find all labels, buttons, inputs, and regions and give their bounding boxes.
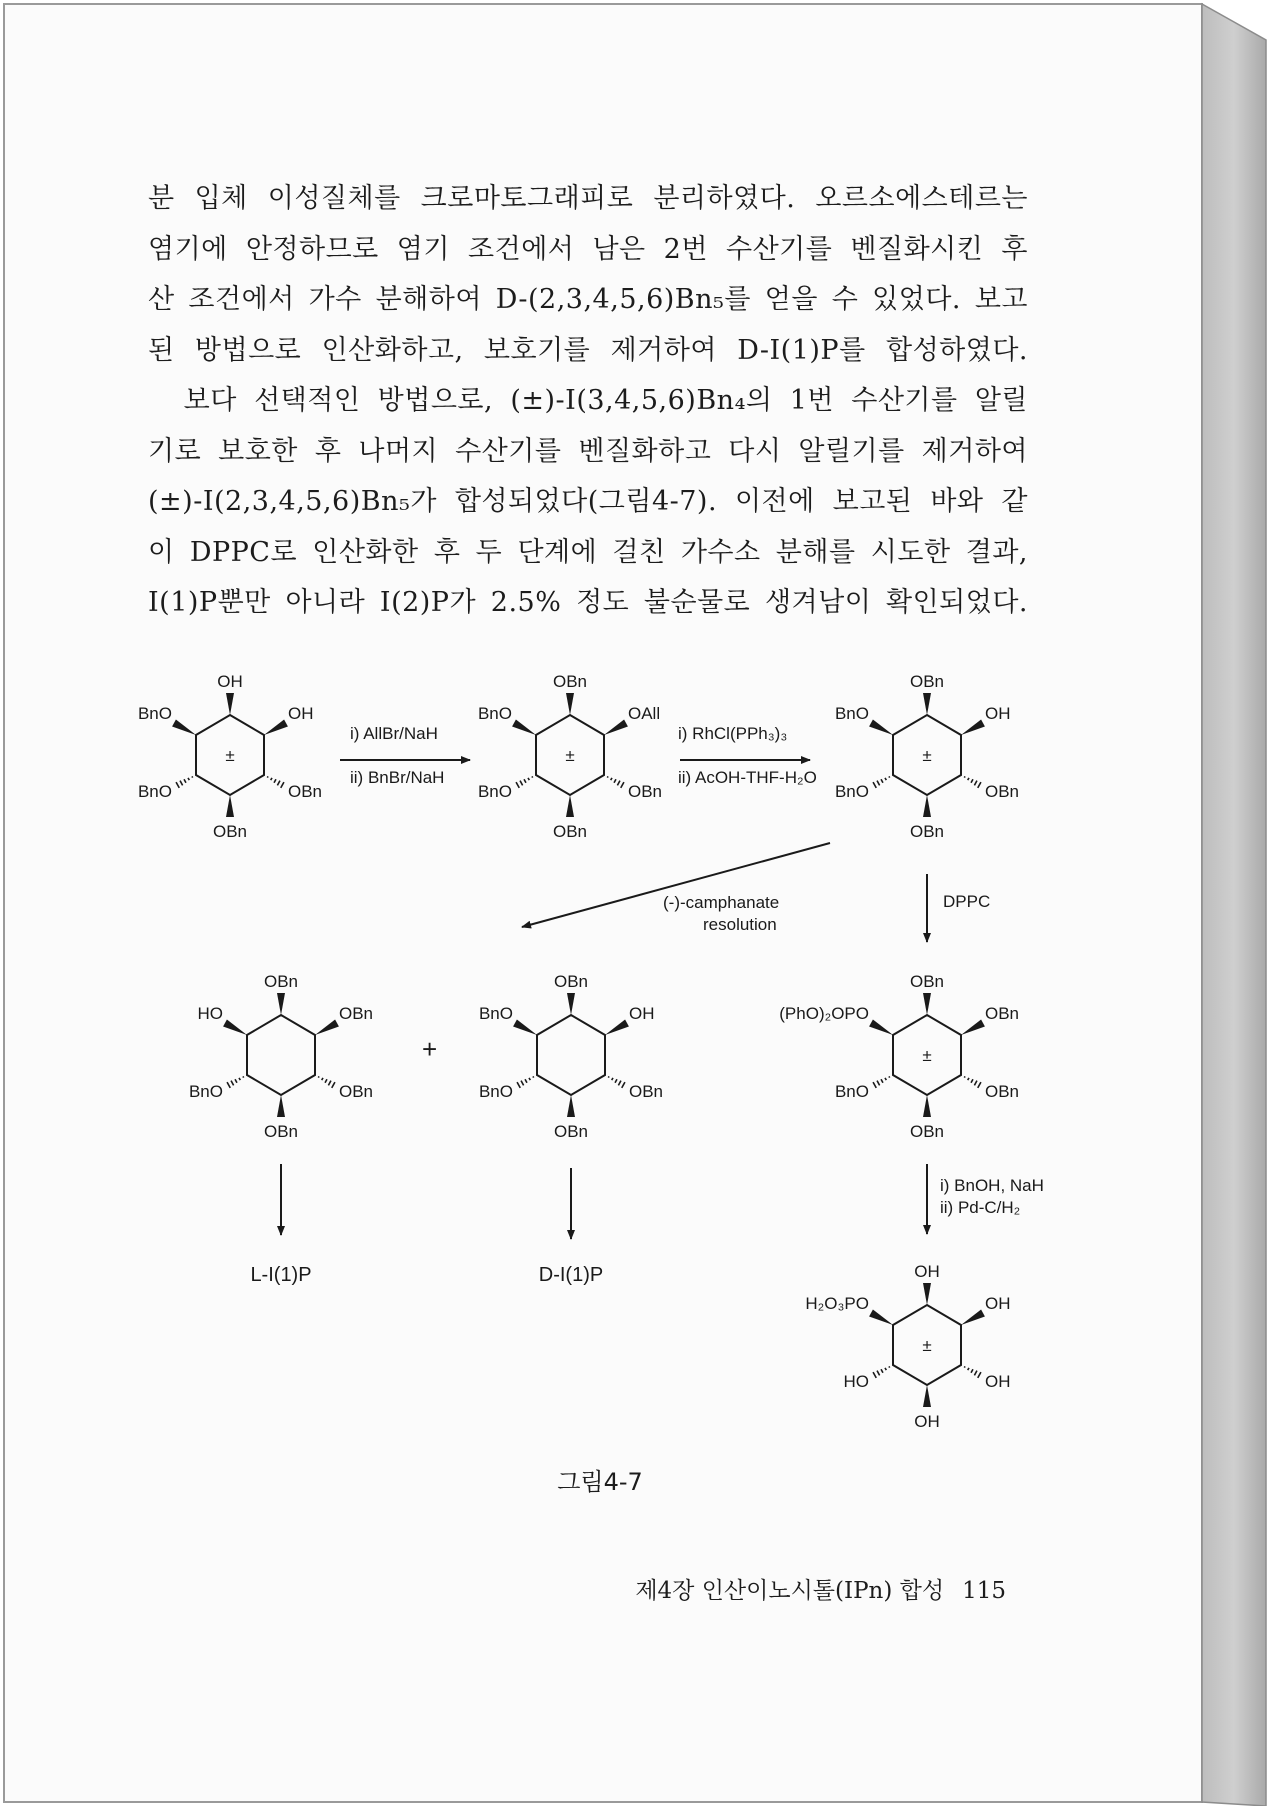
substituent-upper-left: BnO xyxy=(834,704,869,723)
wedge-bond-bottom xyxy=(566,795,574,817)
substituent-bottom: OBn xyxy=(909,1122,945,1141)
substituent-lower-right: OBn xyxy=(339,1082,374,1101)
substituent-lower-left: BnO xyxy=(188,1082,223,1101)
substituent-top: OBn xyxy=(552,672,588,691)
racemic-mark: ± xyxy=(922,746,932,765)
inositol-molecule xyxy=(479,972,663,1141)
body-line: 염기에 안정하므로 염기 조건에서 남은 2번 수산기를 벤질화시킨 후 xyxy=(148,233,1028,265)
wedge-bond-upper-left xyxy=(869,1019,893,1035)
substituent-lower-right: OBn xyxy=(288,782,323,801)
substituent-lower-left: BnO xyxy=(478,1082,513,1101)
wedge-bond-bottom xyxy=(226,795,234,817)
substituent-top: OBn xyxy=(553,972,589,991)
plus-sign: + xyxy=(422,1034,438,1064)
wedge-bond-bottom xyxy=(923,1095,931,1117)
substituent-top: OBn xyxy=(909,672,945,691)
figure-caption: 그림4-7 xyxy=(557,1468,643,1496)
body-line: 분 입체 이성질체를 크로마토그래피로 분리하였다. 오르소에스테르는 xyxy=(148,183,1028,214)
hashed-bond-lower-right xyxy=(267,776,284,788)
wedge-bond-upper-left xyxy=(869,719,893,735)
hashed-bond-lower-right xyxy=(607,776,624,788)
wedge-bond-upper-right xyxy=(604,719,628,735)
substituent-upper-left: (PhO)₂OPO xyxy=(779,1004,869,1023)
body-line: 된 방법으로 인산화하고, 보호기를 제거하여 D-I(1)P를 합성하였다. xyxy=(148,334,1028,366)
body-line: 이 DPPC로 인산화한 후 두 단계에 걸친 가수소 분해를 시도한 결과, xyxy=(148,536,1028,568)
product-l-label: L-I(1)P xyxy=(250,1264,312,1286)
body-paragraph xyxy=(148,174,1028,629)
inositol-molecule xyxy=(189,972,373,1141)
page-footer xyxy=(600,1572,1006,1605)
wedge-bond-bottom xyxy=(277,1095,285,1117)
racemic-mark: ± xyxy=(922,1336,932,1355)
substituent-upper-right: OAll xyxy=(628,704,661,723)
substituent-lower-left: BnO xyxy=(137,782,172,801)
wedge-bond-upper-right xyxy=(961,719,985,735)
substituent-upper-left: H₂O₃PO xyxy=(805,1294,869,1313)
substituent-top: OBn xyxy=(263,972,299,991)
substituent-lower-left: HO xyxy=(843,1372,869,1391)
wedge-bond-upper-right xyxy=(315,1019,339,1035)
substituent-bottom: OBn xyxy=(909,822,945,841)
inositol-molecule xyxy=(478,672,662,841)
step1-reagent-2: ii) BnBr/NaH xyxy=(350,768,445,787)
dppc-label: DPPC xyxy=(943,892,991,911)
hashed-bond-lower-left xyxy=(873,1366,890,1378)
resolution-arrow xyxy=(522,843,830,927)
body-line: I(1)P뿐만 아니라 I(2)P가 2.5% 정도 불순물로 생겨남이 확인되었다. xyxy=(148,587,1028,618)
hashed-bond-lower-left xyxy=(516,776,533,788)
substituent-bottom: OBn xyxy=(552,822,588,841)
wedge-bond-top xyxy=(923,993,931,1015)
ring xyxy=(247,1015,315,1095)
wedge-bond-upper-left xyxy=(869,1309,893,1325)
hashed-bond-lower-right xyxy=(964,1366,981,1378)
inositol-molecule xyxy=(138,672,322,841)
substituent-lower-left: BnO xyxy=(834,782,869,801)
substituent-upper-right: OBn xyxy=(985,1004,1020,1023)
wedge-bond-bottom xyxy=(923,795,931,817)
wedge-bond-top xyxy=(566,693,574,715)
wedge-bond-top xyxy=(923,1283,931,1305)
wedge-bond-upper-left xyxy=(512,719,536,735)
substituent-upper-right: OH xyxy=(288,704,314,723)
resolution-label-2: resolution xyxy=(703,915,777,934)
substituent-upper-right: OH xyxy=(985,704,1011,723)
substituent-lower-right: OH xyxy=(985,1372,1011,1391)
wedge-bond-upper-left xyxy=(172,719,196,735)
substituent-upper-right: OH xyxy=(985,1294,1011,1313)
step1-reagent-1: i) AllBr/NaH xyxy=(350,724,438,743)
hashed-bond-lower-right xyxy=(608,1076,625,1088)
product-d-label: D-I(1)P xyxy=(538,1264,604,1286)
wedge-bond-upper-right xyxy=(264,719,288,735)
body-line: 기로 보호한 후 나머지 수산기를 벤질화하고 다시 알릴기를 제거하여 xyxy=(148,435,1028,467)
ring xyxy=(537,1015,605,1095)
wedge-bond-upper-right xyxy=(605,1019,629,1035)
chapter-title: 제4장 인산이노시톨(IPn) 합성 xyxy=(635,1578,945,1604)
inositol-molecule xyxy=(805,1262,1010,1431)
hashed-bond-lower-left xyxy=(517,1076,534,1088)
substituent-bottom: OBn xyxy=(263,1122,299,1141)
inositol-molecule xyxy=(779,972,1019,1141)
body-line: 산 조건에서 가수 분해하여 D-(2,3,4,5,6)Bn₅를 얻을 수 있었다. 보고 xyxy=(148,284,1028,315)
body-line: (±)-I(2,3,4,5,6)Bn₅가 합성되었다(그림4-7). 이전에 보고된 바와 같 xyxy=(148,486,1028,517)
substituent-lower-left: BnO xyxy=(834,1082,869,1101)
body-line: 보다 선택적인 방법으로, (±)-I(3,4,5,6)Bn₄의 1번 수산기를 알릴 xyxy=(148,385,1028,416)
step3-reagent-2: ii) Pd-C/H₂ xyxy=(940,1198,1021,1217)
wedge-bond-upper-right xyxy=(961,1019,985,1035)
step2-reagent-2: ii) AcOH-THF-H₂O xyxy=(678,768,817,787)
substituent-upper-left: BnO xyxy=(137,704,172,723)
hashed-bond-lower-left xyxy=(227,1076,244,1088)
wedge-bond-top xyxy=(226,693,234,715)
substituent-top: OH xyxy=(914,1262,940,1281)
wedge-bond-upper-right xyxy=(961,1309,985,1325)
wedge-bond-bottom xyxy=(567,1095,575,1117)
substituent-bottom: OBn xyxy=(212,822,248,841)
substituent-upper-left: HO xyxy=(197,1004,223,1023)
wedge-bond-upper-left xyxy=(513,1019,537,1035)
hashed-bond-lower-right xyxy=(964,776,981,788)
substituent-lower-left: BnO xyxy=(477,782,512,801)
substituent-lower-right: OBn xyxy=(629,1082,664,1101)
step2-reagent-1: i) RhCl(PPh₃)₃ xyxy=(678,724,788,743)
wedge-bond-upper-left xyxy=(223,1019,247,1035)
substituent-lower-right: OBn xyxy=(628,782,663,801)
substituent-bottom: OH xyxy=(914,1412,940,1431)
racemic-mark: ± xyxy=(565,746,575,765)
page-number: 115 xyxy=(962,1578,1006,1604)
substituent-lower-right: OBn xyxy=(985,782,1020,801)
hashed-bond-lower-right xyxy=(318,1076,335,1088)
substituent-upper-left: BnO xyxy=(478,1004,513,1023)
substituent-lower-right: OBn xyxy=(985,1082,1020,1101)
substituent-upper-right: OBn xyxy=(339,1004,374,1023)
step3-reagent-1: i) BnOH, NaH xyxy=(940,1176,1044,1195)
substituent-upper-left: BnO xyxy=(477,704,512,723)
wedge-bond-top xyxy=(567,993,575,1015)
reaction-scheme xyxy=(110,650,1050,1450)
hashed-bond-lower-left xyxy=(873,776,890,788)
racemic-mark: ± xyxy=(225,746,235,765)
substituent-upper-right: OH xyxy=(629,1004,655,1023)
hashed-bond-lower-right xyxy=(964,1076,981,1088)
substituent-top: OBn xyxy=(909,972,945,991)
wedge-bond-top xyxy=(277,993,285,1015)
wedge-bond-top xyxy=(923,693,931,715)
hashed-bond-lower-left xyxy=(873,1076,890,1088)
wedge-bond-bottom xyxy=(923,1385,931,1407)
substituent-top: OH xyxy=(217,672,243,691)
racemic-mark: ± xyxy=(922,1046,932,1065)
hashed-bond-lower-left xyxy=(176,776,193,788)
resolution-label-1: (-)-camphanate xyxy=(663,893,780,912)
substituent-bottom: OBn xyxy=(553,1122,589,1141)
inositol-molecule xyxy=(835,672,1019,841)
